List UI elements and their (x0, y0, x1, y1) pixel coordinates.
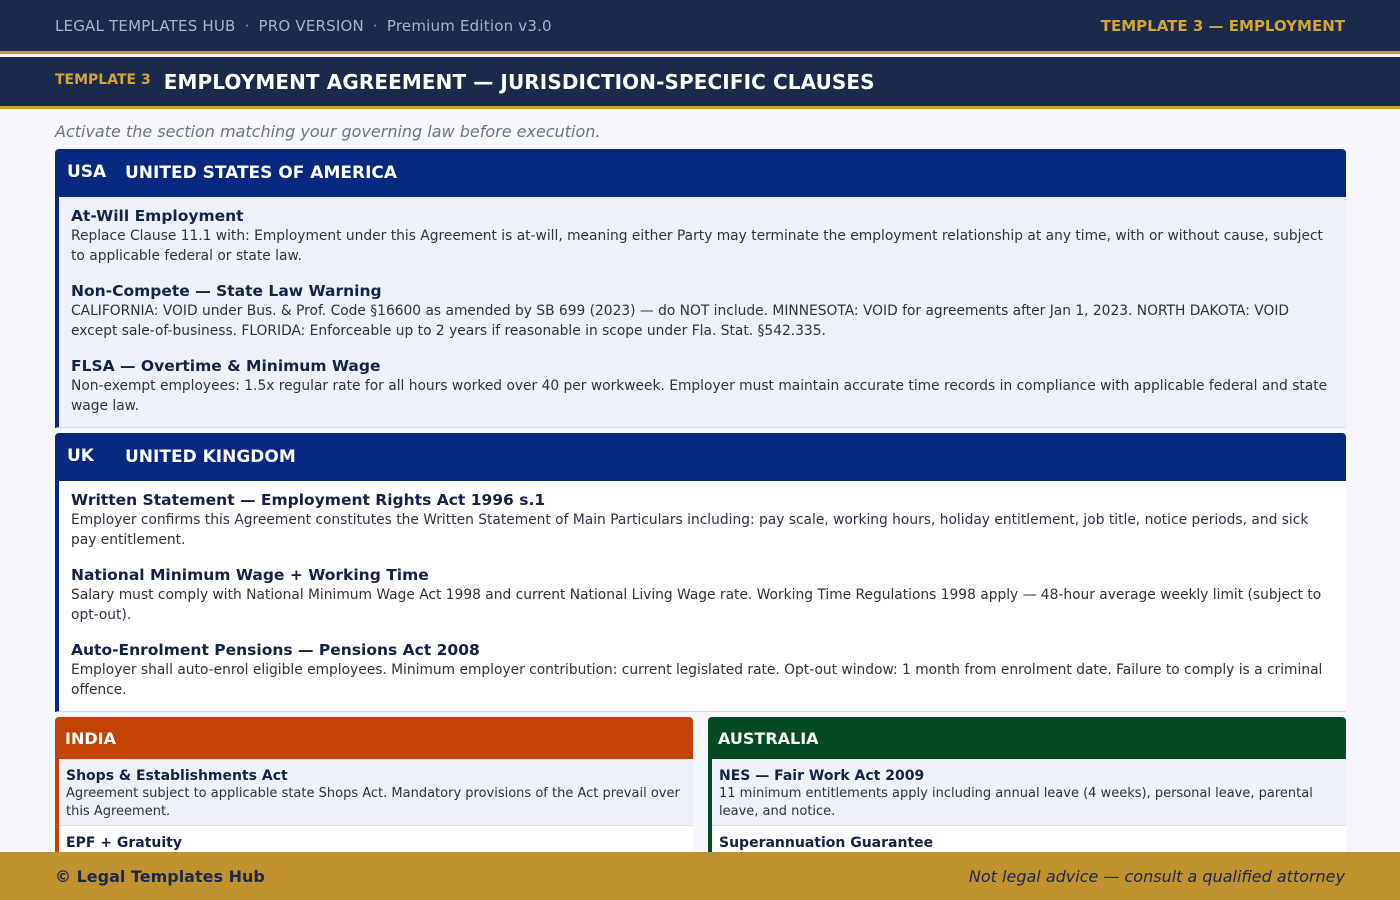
clause-title: Shops & Establishments Act (66, 768, 288, 784)
clause (71, 206, 1334, 266)
clause-title: EPF + Gratuity (66, 835, 182, 851)
clause (712, 759, 1346, 826)
top-header (0, 0, 1400, 54)
title-template-tag: TEMPLATE 3 (55, 71, 151, 88)
page-subtitle: Activate the section matching your governing law before execution. (55, 122, 601, 141)
section-body (55, 759, 693, 857)
template-tag: TEMPLATE 3 — EMPLOYMENT (1100, 16, 1345, 35)
clause-title: At-Will Employment (71, 207, 244, 225)
copyright: © Legal Templates Hub (55, 866, 265, 886)
jurisdiction-code: UK (67, 446, 94, 466)
jurisdiction-name: UNITED STATES OF AMERICA (125, 163, 398, 183)
jurisdiction-code: USA (67, 162, 107, 182)
clause (59, 759, 693, 826)
section-header (55, 717, 693, 759)
section-uk (55, 433, 1346, 712)
jurisdiction-name: INDIA (65, 728, 116, 748)
clause (71, 490, 1334, 550)
page-title: EMPLOYMENT AGREEMENT — JURISDICTION-SPECIFIC CLAUSES (163, 69, 875, 94)
clause-text: 11 minimum entitlements apply including annual leave (4 weeks), personal leave, parental leave, and notice. (719, 786, 1313, 819)
clause-title: FLSA — Overtime & Minimum Wage (71, 357, 381, 375)
clause-text: Replace Clause 11.1 with: Employment under this Agreement is at-will, meaning either Party may terminate the employment relationship at any time, with or without cause, subject to applicable federal or state law. (71, 228, 1323, 264)
clause (71, 356, 1334, 416)
disclaimer: Not legal advice — consult a qualified attorney (968, 866, 1345, 886)
clause-title: Auto-Enrolment Pensions — Pensions Act 2008 (71, 641, 480, 659)
section-usa (55, 149, 1346, 428)
section-australia (708, 717, 1346, 857)
clause-text: Non-exempt employees: 1.5x regular rate for all hours worked over 40 per workweek. Employer must maintain accurate time records in compliance with applicable federal and state wage law. (71, 378, 1328, 414)
clause (71, 640, 1334, 700)
version-label: Premium Edition v3.0 (386, 16, 552, 35)
section-body (708, 759, 1346, 857)
section-header (55, 433, 1346, 481)
jurisdiction-name: UNITED KINGDOM (125, 447, 296, 467)
clause-title: Non-Compete — State Law Warning (71, 282, 382, 300)
jurisdiction-name: AUSTRALIA (718, 728, 819, 748)
edition-label: PRO VERSION (258, 16, 364, 35)
clause-title: Written Statement — Employment Rights Act 1996 s.1 (71, 491, 546, 509)
clause-text: Salary must comply with National Minimum Wage Act 1998 and current National Living Wage rate. Working Time Regulations 1998 apply — 48-hour average weekly limit (subject to opt-out). (71, 587, 1322, 623)
clause-title: Superannuation Guarantee (719, 835, 934, 851)
section-body (55, 481, 1346, 712)
title-bar (0, 57, 1400, 109)
clause-title: National Minimum Wage + Working Time (71, 566, 429, 584)
section-header (708, 717, 1346, 759)
clause-text: Employer confirms this Agreement constitutes the Written Statement of Main Particulars including: pay scale, working hours, holiday entitlement, job title, notice periods, and sick pay entitlement. (71, 512, 1309, 548)
clause (71, 565, 1334, 625)
clause-text: CALIFORNIA: VOID under Bus. & Prof. Code §16600 as amended by SB 699 (2023) — do NOT include. MINNESOTA: VOID for agreements after Jan 1, 2023. NORTH DAKOTA: VOID except sale-of-business. FLORIDA: Enforceable up to 2 years if reasonable in scope under Fla. Stat. §542.335. (71, 303, 1290, 339)
clause-title: NES — Fair Work Act 2009 (719, 768, 925, 784)
separator: · (372, 16, 378, 35)
section-india (55, 717, 693, 857)
clause (71, 281, 1334, 341)
clause-text: Agreement subject to applicable state Shops Act. Mandatory provisions of the Act prevail over this Agreement. (66, 786, 680, 819)
brand-name: LEGAL TEMPLATES HUB (55, 16, 236, 35)
footer (0, 852, 1400, 900)
section-body (55, 197, 1346, 428)
section-header (55, 149, 1346, 197)
clause-text: Employer shall auto-enrol eligible employees. Minimum employer contribution: current legislated rate. Opt-out window: 1 month from enrolment date. Failure to comply is a criminal offence. (71, 662, 1323, 698)
separator: · (244, 16, 250, 35)
brand-line (55, 17, 552, 35)
